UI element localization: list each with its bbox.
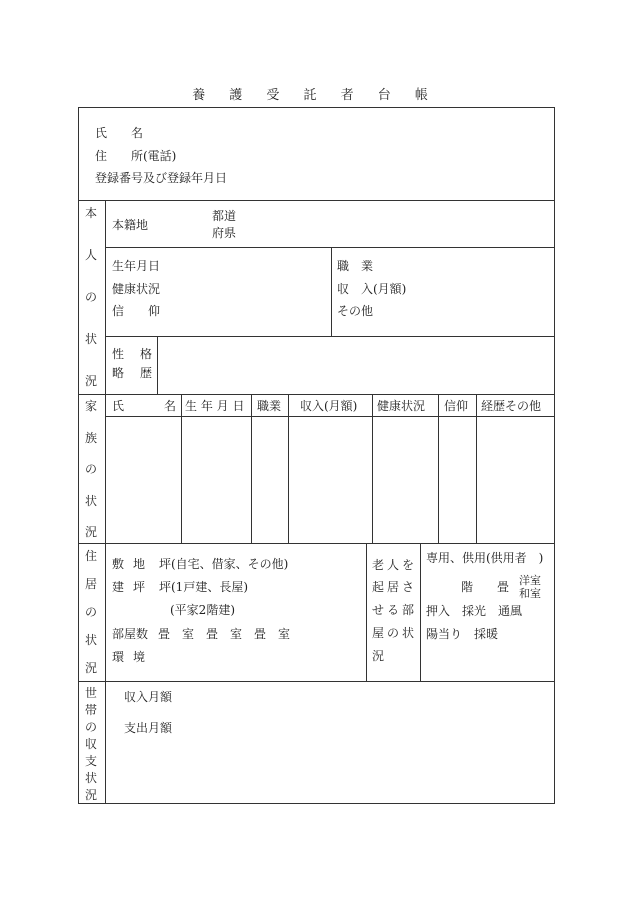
job-label-a: 職: [337, 259, 350, 273]
divider-top-section: [78, 200, 555, 201]
japanese-room-label: 和室: [519, 587, 541, 600]
household-side-char: 況: [84, 788, 97, 802]
floors-label: (平家2階建): [170, 603, 235, 617]
family-col-1: [181, 394, 182, 543]
family-side-char: 族: [84, 431, 97, 445]
housing-side-char: 状: [84, 633, 97, 647]
family-side-char: 況: [84, 525, 97, 539]
divider-job-column: [331, 247, 332, 336]
address-label-b: 所(電話): [131, 149, 177, 163]
household-side-char: 収: [84, 737, 97, 751]
housing-side-char: 居: [84, 577, 97, 591]
page-title: 養 護 受 託 者 台 帳: [192, 88, 438, 103]
job-label-b: 業: [361, 259, 374, 273]
family-header-faith: 信仰: [444, 399, 469, 413]
family-col-4: [372, 394, 373, 543]
elder-room-label-1: 老人を: [372, 558, 418, 572]
personality-label-b: 格: [140, 347, 153, 361]
room-use-label: 専用、供用(供用者 ): [426, 551, 544, 565]
divider-self-section: [78, 394, 555, 395]
income-label-a: 収: [337, 282, 350, 296]
family-col-6: [476, 394, 477, 543]
side-column-line: [105, 200, 106, 804]
name-label-a: 氏: [95, 126, 108, 140]
personality-label-a: 性: [112, 347, 125, 361]
family-header-line: [105, 416, 555, 417]
rooms-shitsu-3: 室: [278, 627, 291, 641]
divider-honseki: [105, 247, 555, 248]
family-side-char: 家: [84, 399, 97, 413]
rooms-shitsu-2: 室: [230, 627, 243, 641]
other-label: その他: [337, 304, 374, 318]
site-label-a: 敷: [112, 557, 125, 571]
building-tsubo-label: 坪(1戸建、長屋): [159, 580, 248, 594]
housing-side-char: 況: [84, 661, 97, 675]
divider-housing-section: [78, 681, 555, 682]
housing-col-2: [420, 543, 421, 681]
family-side-char: の: [84, 462, 97, 476]
room-floor-label: 階: [461, 580, 474, 594]
room-jo-label: 畳: [497, 580, 510, 594]
housing-side-char: の: [84, 605, 97, 619]
family-header-name-a: 氏: [112, 399, 125, 413]
honseki-label: 本籍地: [112, 218, 149, 232]
elder-room-label-5: 況: [372, 649, 388, 663]
household-side-char: 状: [84, 771, 97, 785]
rooms-label: 部屋数: [112, 627, 149, 641]
family-side-char: 状: [84, 494, 97, 508]
family-header-income: 収入(月額): [300, 399, 358, 413]
family-header-name-b: 名: [164, 399, 177, 413]
faith-label-a: 信: [112, 304, 125, 318]
self-side-char: 本: [84, 206, 97, 220]
elder-room-label-3: せる部: [372, 603, 418, 617]
monthly-expense-label: 支出月額: [124, 721, 173, 735]
environment-label-a: 環: [112, 650, 125, 664]
self-side-char: 人: [84, 248, 97, 262]
family-header-history: 経歴その他: [481, 399, 542, 413]
building-label-b: 坪: [133, 580, 146, 594]
elder-room-label-2: 起居さ: [372, 580, 418, 594]
family-col-3: [288, 394, 289, 543]
monthly-income-label: 収入月額: [124, 690, 173, 704]
site-tsubo-label: 坪(自宅、借家、その他): [159, 557, 289, 571]
todo-label: 都道: [212, 209, 237, 223]
history-label-b: 歴: [140, 366, 153, 380]
history-label-a: 略: [112, 366, 125, 380]
household-side-char: 支: [84, 754, 97, 768]
self-side-char: 況: [84, 374, 97, 388]
self-side-char: 状: [84, 332, 97, 346]
name-label-b: 名: [131, 126, 144, 140]
rooms-shitsu-1: 室: [182, 627, 195, 641]
environment-label-b: 境: [133, 650, 146, 664]
storage-light-label: 押入 採光 通風: [426, 604, 523, 618]
family-header-health: 健康状況: [377, 399, 426, 413]
rooms-jo-1: 畳: [158, 627, 171, 641]
divider-family-section: [78, 543, 555, 544]
income-label-b: 入(月額): [361, 282, 407, 296]
fuken-label: 府県: [212, 226, 237, 240]
family-header-job: 職業: [257, 399, 282, 413]
household-side-char: の: [84, 720, 97, 734]
family-header-birth: 生 年 月 日: [185, 399, 245, 413]
registration-label: 登録番号及び登録年月日: [95, 171, 228, 185]
divider-birth-row: [105, 336, 555, 337]
household-side-char: 世: [84, 686, 97, 700]
elder-room-label-4: 屋の状: [372, 626, 418, 640]
household-side-char: 帯: [84, 703, 97, 717]
faith-label-b: 仰: [148, 304, 161, 318]
western-room-label: 洋室: [519, 574, 541, 587]
building-label-a: 建: [112, 580, 125, 594]
family-col-2: [251, 394, 252, 543]
self-side-char: の: [84, 290, 97, 304]
housing-side-char: 住: [84, 549, 97, 563]
site-label-b: 地: [133, 557, 146, 571]
birth-label: 生年月日: [112, 259, 161, 273]
housing-col-1: [366, 543, 367, 681]
rooms-jo-2: 畳: [206, 627, 219, 641]
rooms-jo-3: 畳: [254, 627, 267, 641]
health-label: 健康状況: [112, 282, 161, 296]
divider-personality-label: [157, 336, 158, 394]
sunlight-heating-label: 陽当り 採暖: [426, 627, 499, 641]
family-col-5: [438, 394, 439, 543]
address-label-a: 住: [95, 149, 108, 163]
